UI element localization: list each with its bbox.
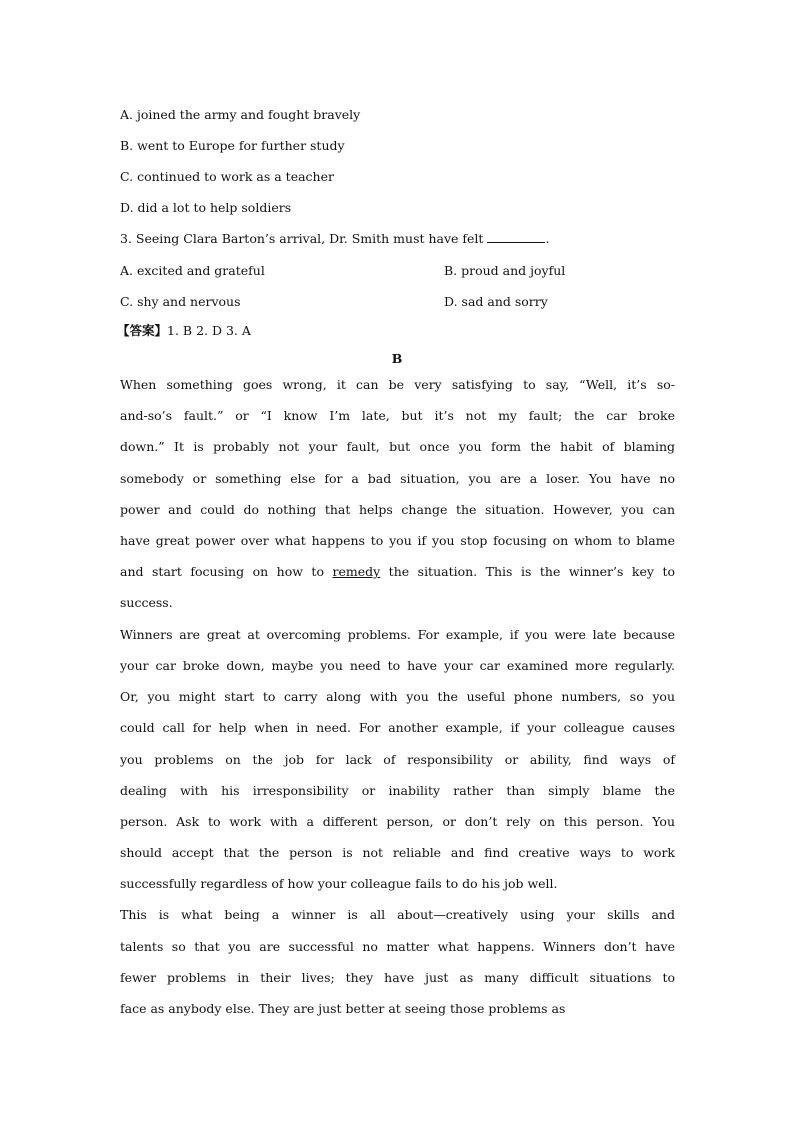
p1-line-7-before: and start focusing on how to [120, 564, 333, 579]
q2-option-d: D. did a lot to help soldiers [120, 200, 292, 215]
p2-line-9: successfully regardless of how your colleague fails to do his job well. [120, 876, 558, 891]
answer-label: 【答案】 [117, 323, 168, 338]
p3-line-1: This is what being a winner is all about—creatively using your skills and [120, 907, 675, 922]
q3-option-c: C. shy and nervous [120, 294, 241, 309]
q3-stem [120, 231, 549, 247]
section-heading-b: B [391, 351, 403, 366]
p2-line-6: dealing with his irresponsibility or inability rather than simply blame the [120, 783, 675, 798]
p2-line-2: your car broke down, maybe you need to have your car examined more regularly. [120, 658, 675, 673]
p1-line-4: somebody or something else for a bad situation, you are a loser. You have no [120, 471, 675, 486]
q3-stem-text: 3. Seeing Clara Barton’s arrival, Dr. Smith must have felt [120, 231, 484, 246]
q2-option-a: A. joined the army and fought bravely [120, 107, 361, 122]
q3-option-d: D. sad and sorry [444, 294, 548, 309]
p3-line-3: fewer problems in their lives; they have just as many difficult situations to [120, 970, 675, 985]
p1-line-7-after: the situation. This is the winner’s key to [380, 564, 675, 579]
p1-line-2: and-so’s fault.” or “I know I’m late, but it’s not my fault; the car broke [120, 408, 675, 423]
p1-line-8: success. [120, 595, 173, 610]
p1-line-3: down.” It is probably not your fault, but once you form the habit of blaming [120, 439, 675, 454]
q3-blank [487, 232, 545, 243]
p1-line-7 [120, 564, 675, 580]
q3-stem-end: . [545, 231, 550, 246]
p2-line-8: should accept that the person is not reliable and find creative ways to work [120, 845, 675, 860]
answer-text: 1. B 2. D 3. A [167, 323, 251, 338]
p1-line-5: power and could do nothing that helps change the situation. However, you can [120, 502, 675, 517]
p2-line-4: could call for help when in need. For another example, if your colleague causes [120, 720, 675, 735]
underlined-word-remedy: remedy [332, 564, 381, 579]
p3-line-2: talents so that you are successful no matter what happens. Winners don’t have [120, 939, 675, 954]
q2-option-c: C. continued to work as a teacher [120, 169, 334, 184]
p2-line-1: Winners are great at overcoming problems. For example, if you were late because [120, 627, 675, 642]
q3-option-a: A. excited and grateful [120, 263, 265, 278]
p3-line-4: face as anybody else. They are just better at seeing those problems as [120, 1001, 566, 1016]
p2-line-5: you problems on the job for lack of responsibility or ability, find ways of [120, 752, 675, 767]
q3-option-b: B. proud and joyful [444, 263, 566, 278]
p1-line-6: have great power over what happens to you if you stop focusing on whom to blame [120, 533, 675, 548]
p2-line-7: person. Ask to work with a different person, or don’t rely on this person. You [120, 814, 675, 829]
answer-line [117, 323, 251, 339]
p1-line-1: When something goes wrong, it can be very satisfying to say, “Well, it’s so- [120, 377, 675, 392]
q2-option-b: B. went to Europe for further study [120, 138, 345, 153]
p2-line-3: Or, you might start to carry along with you the useful phone numbers, so you [120, 689, 675, 704]
